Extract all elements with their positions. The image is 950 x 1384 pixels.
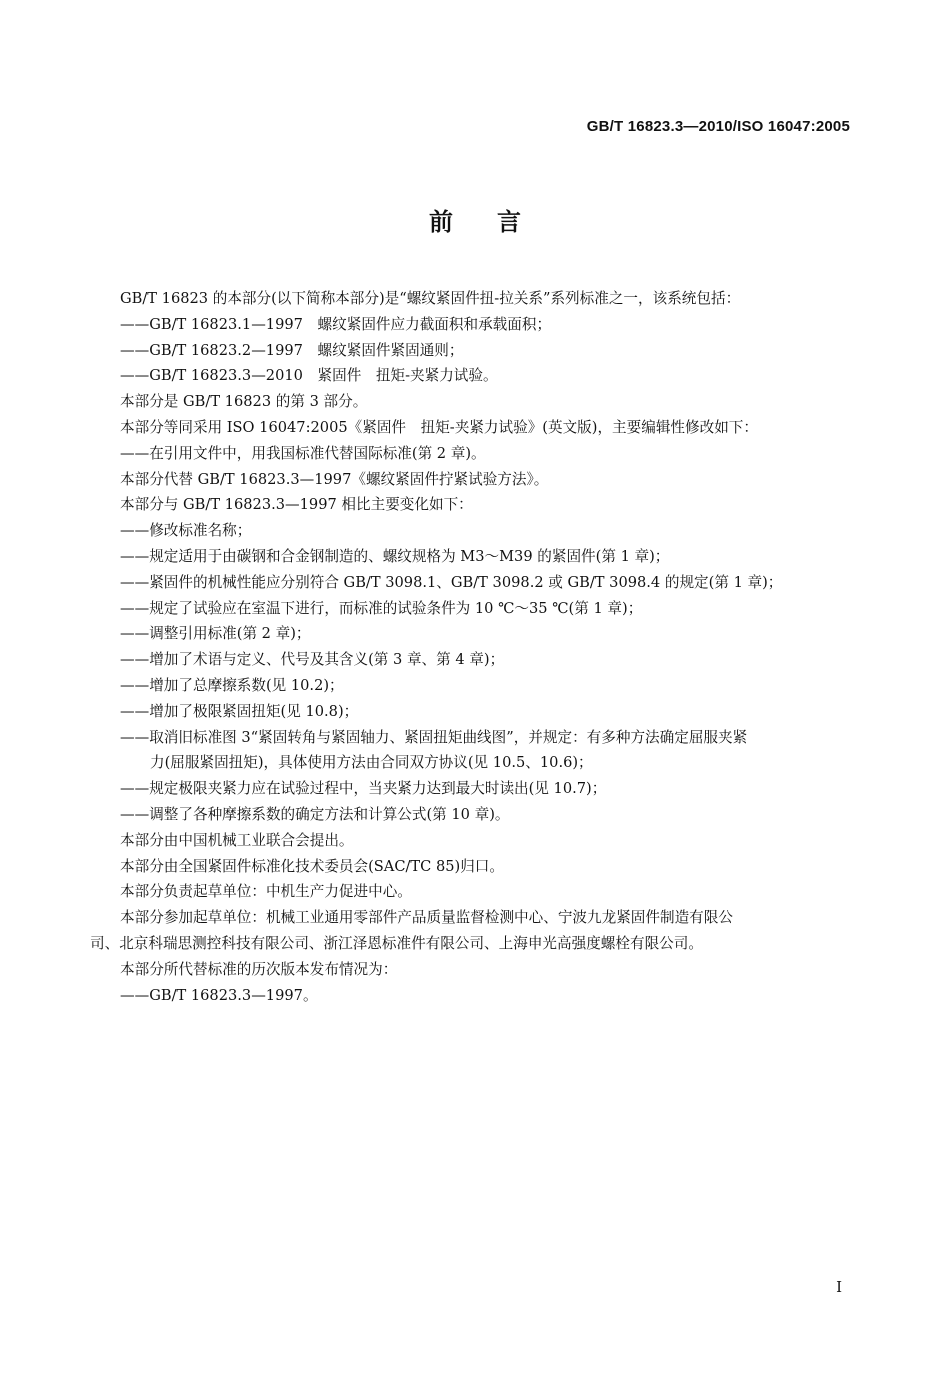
foreword-line: 本部分由中国机械工业联合会提出。 <box>120 831 354 849</box>
foreword-line: 司、北京科瑞思测控科技有限公司、浙江泽恩标准件有限公司、上海申光高强度螺栓有限公司。 <box>90 934 703 952</box>
foreword-line: 本部分等同采用 ISO 16047:2005《紧固件 扭矩-夹紧力试验》(英文版)，主要编辑性修改如下： <box>120 418 758 436</box>
foreword-line: 本部分参加起草单位：机械工业通用零部件产品质量监督检测中心、宁波九龙紧固件制造有限公 <box>120 909 733 927</box>
foreword-line: ——规定极限夹紧力应在试验过程中，当夹紧力达到最大时读出(见 10.7)； <box>120 780 607 798</box>
standard-number-header: GB/T 16823.3—2010/ISO 16047:2005 <box>586 118 850 135</box>
page-title: 前言 <box>429 208 565 236</box>
foreword-line: 本部分负责起草单位：中机生产力促进中心。 <box>120 883 412 901</box>
foreword-line: ——调整了各种摩擦系数的确定方法和计算公式(第 10 章)。 <box>120 805 510 823</box>
foreword-line: 本部分与 GB/T 16823.3—1997 相比主要变化如下： <box>120 496 473 514</box>
foreword-line: ——GB/T 16823.1—1997 螺纹紧固件应力截面积和承载面积； <box>120 315 552 333</box>
foreword-line: ——GB/T 16823.3—1997。 <box>120 986 318 1004</box>
foreword-line: ——GB/T 16823.2—1997 螺纹紧固件紧固通则； <box>120 341 464 359</box>
foreword-line: ——增加了术语与定义、代号及其含义(第 3 章、第 4 章)； <box>120 651 505 669</box>
foreword-body <box>90 286 860 1008</box>
foreword-line: 力(屈服紧固扭矩)，具体使用方法由合同双方协议(见 10.5、10.6)； <box>150 754 593 772</box>
foreword-line: ——取消旧标准图 3“紧固转角与紧固轴力、紧固扭矩曲线图”，并规定：有多种方法确定屈服夹紧 <box>120 728 748 746</box>
foreword-line: GB/T 16823 的本部分(以下简称本部分)是“螺纹紧固件扭-拉关系”系列标准之一，该系统包括： <box>120 290 741 307</box>
foreword-line: ——在引用文件中，用我国标准代替国际标准(第 2 章)。 <box>120 444 486 462</box>
foreword-line: 本部分由全国紧固件标准化技术委员会(SAC/TC 85)归口。 <box>120 857 504 875</box>
foreword-line: 本部分是 GB/T 16823 的第 3 部分。 <box>120 393 368 411</box>
foreword-line: ——规定了试验应在室温下进行，而标准的试验条件为 10 ℃～35 ℃(第 1 章)； <box>120 599 643 617</box>
foreword-line: ——规定适用于由碳钢和合金钢制造的、螺纹规格为 M3～M39 的紧固件(第 1 章)； <box>120 547 670 565</box>
foreword-line: ——紧固件的机械性能应分别符合 GB/T 3098.1、GB/T 3098.2 或 GB/T 3098.4 的规定(第 1 章)； <box>120 573 783 591</box>
page-number: I <box>836 1278 842 1296</box>
foreword-line: ——GB/T 16823.3—2010 紧固件 扭矩-夹紧力试验。 <box>120 367 498 385</box>
foreword-line: ——增加了极限紧固扭矩(见 10.8)； <box>120 702 359 720</box>
foreword-line: 本部分所代替标准的历次版本发布情况为： <box>120 960 398 978</box>
foreword-line: ——调整引用标准(第 2 章)； <box>120 625 311 643</box>
foreword-line: 本部分代替 GB/T 16823.3—1997《螺纹紧固件拧紧试验方法》。 <box>120 470 549 488</box>
foreword-line: ——修改标准名称； <box>120 522 252 540</box>
foreword-line: ——增加了总摩擦系数(见 10.2)； <box>120 676 344 694</box>
